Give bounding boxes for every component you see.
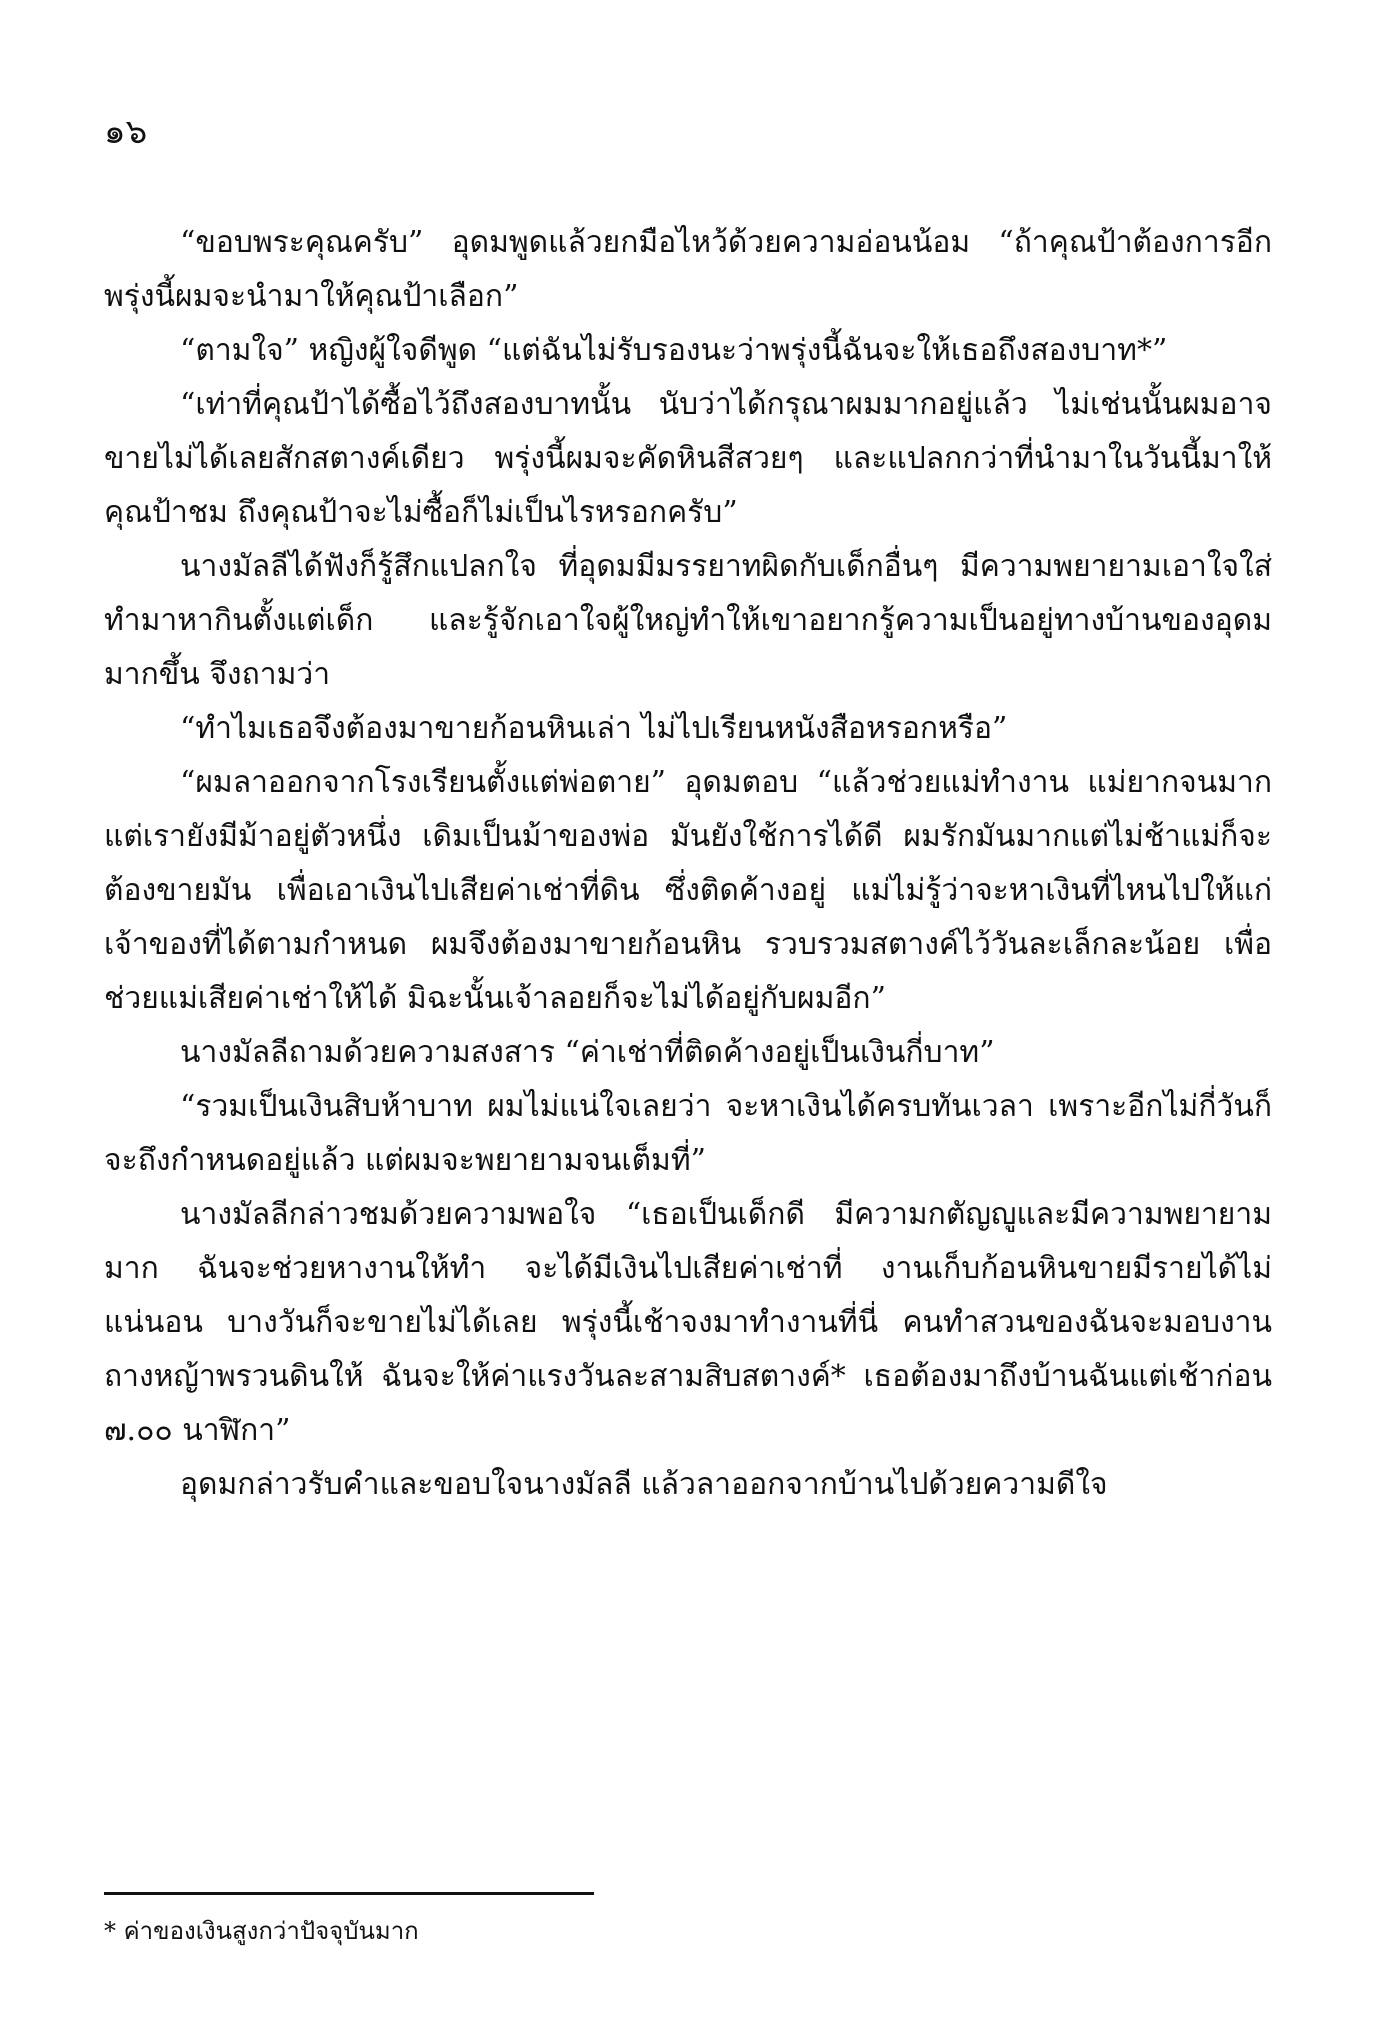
- paragraph: “รวมเป็นเงินสิบห้าบาท ผมไม่แน่ใจเลยว่า จะหาเงินได้ครบทันเวลา เพราะอีกไม่กี่วันก็จะถึงกำหนดอยู่แล้ว แต่ผมจะพยายามจนเต็มที่”: [104, 1089, 1272, 1178]
- paragraph: นางมัลลีได้ฟังก็รู้สึกแปลกใจ ที่อุดมมีมรรยาทผิดกับเด็กอื่นๆ มีความพยายามเอาใจใส่ทำมาหากินตั้งแต่เด็ก และรู้จักเอาใจผู้ใหญ่ทำให้เขาอยากรู้ความเป็นอยู่ทางบ้านของอุดมมากขึ้น จึงถามว่า: [104, 549, 1272, 692]
- footnote-divider: [104, 1892, 594, 1895]
- paragraph: นางมัลลีกล่าวชมด้วยความพอใจ “เธอเป็นเด็กดี มีความกตัญญูและมีความพยายามมาก ฉันจะช่วยหางานให้ทำ จะได้มีเงินไปเสียค่าเช่าที่ งานเก็บก้อนหินขายมีรายได้ไม่แน่นอน บางวันก็จะขายไม่ได้เลย พรุ่งนี้เช้าจงมาทำงานที่นี่ คนทำสวนของฉันจะมอบงานถางหญ้าพรวนดินให้ ฉันจะให้ค่าแรงวันละสามสิบสตางค์* เธอต้องมาถึงบ้านฉันแต่เช้าก่อน ๗.๐๐ นาฬิกา”: [104, 1197, 1272, 1448]
- body-text: [104, 216, 1272, 1512]
- paragraph: นางมัลลีถามด้วยความสงสาร “ค่าเช่าที่ติดค้างอยู่เป็นเงินกี่บาท”: [180, 1035, 995, 1070]
- paragraph: “ตามใจ” หญิงผู้ใจดีพูด “แต่ฉันไม่รับรองนะว่าพรุ่งนี้ฉันจะให้เธอถึงสองบาท*”: [180, 333, 1168, 368]
- paragraph: อุดมกล่าวรับคำและขอบใจนางมัลลี แล้วลาออกจากบ้านไปด้วยความดีใจ: [180, 1467, 1108, 1502]
- paragraph: “ทำไมเธอจึงต้องมาขายก้อนหินเล่า ไม่ไปเรียนหนังสือหรอกหรือ”: [180, 711, 1008, 746]
- paragraph: “ขอบพระคุณครับ” อุดมพูดแล้วยกมือไหว้ด้วยความอ่อนน้อม “ถ้าคุณป้าต้องการอีกพรุ่งนี้ผมจะนำมาให้คุณป้าเลือก”: [104, 225, 1272, 314]
- page-number: ๑๖: [104, 112, 148, 152]
- paragraph: “ผมลาออกจากโรงเรียนตั้งแต่พ่อตาย” อุดมตอบ “แล้วช่วยแม่ทำงาน แม่ยากจนมาก แต่เรายังมีม้าอยู่ตัวหนึ่ง เดิมเป็นม้าของพ่อ มันยังใช้การได้ดี ผมรักมันมากแต่ไม่ช้าแม่ก็จะต้องขายมัน เพื่อเอาเงินไปเสียค่าเช่าที่ดิน ซึ่งติดค้างอยู่ แม่ไม่รู้ว่าจะหาเงินที่ไหนไปให้แก่เจ้าของที่ได้ตามกำหนด ผมจึงต้องมาขายก้อนหิน รวบรวมสตางค์ไว้วันละเล็กละน้อย เพื่อช่วยแม่เสียค่าเช่าให้ได้ มิฉะนั้นเจ้าลอยก็จะไม่ได้อยู่กับผมอีก”: [104, 765, 1272, 1016]
- footnote: * ค่าของเงินสูงกว่าปัจจุบันมาก: [104, 1917, 419, 1945]
- paragraph: “เท่าที่คุณป้าได้ซื้อไว้ถึงสองบาทนั้น นับว่าได้กรุณาผมมากอยู่แล้ว ไม่เช่นนั้นผมอาจขายไม่ได้เลยสักสตางค์เดียว พรุ่งนี้ผมจะคัดหินสีสวยๆ และแปลกกว่าที่นำมาในวันนี้มาให้คุณป้าชม ถึงคุณป้าจะไม่ซื้อก็ไม่เป็นไรหรอกครับ”: [104, 387, 1272, 530]
